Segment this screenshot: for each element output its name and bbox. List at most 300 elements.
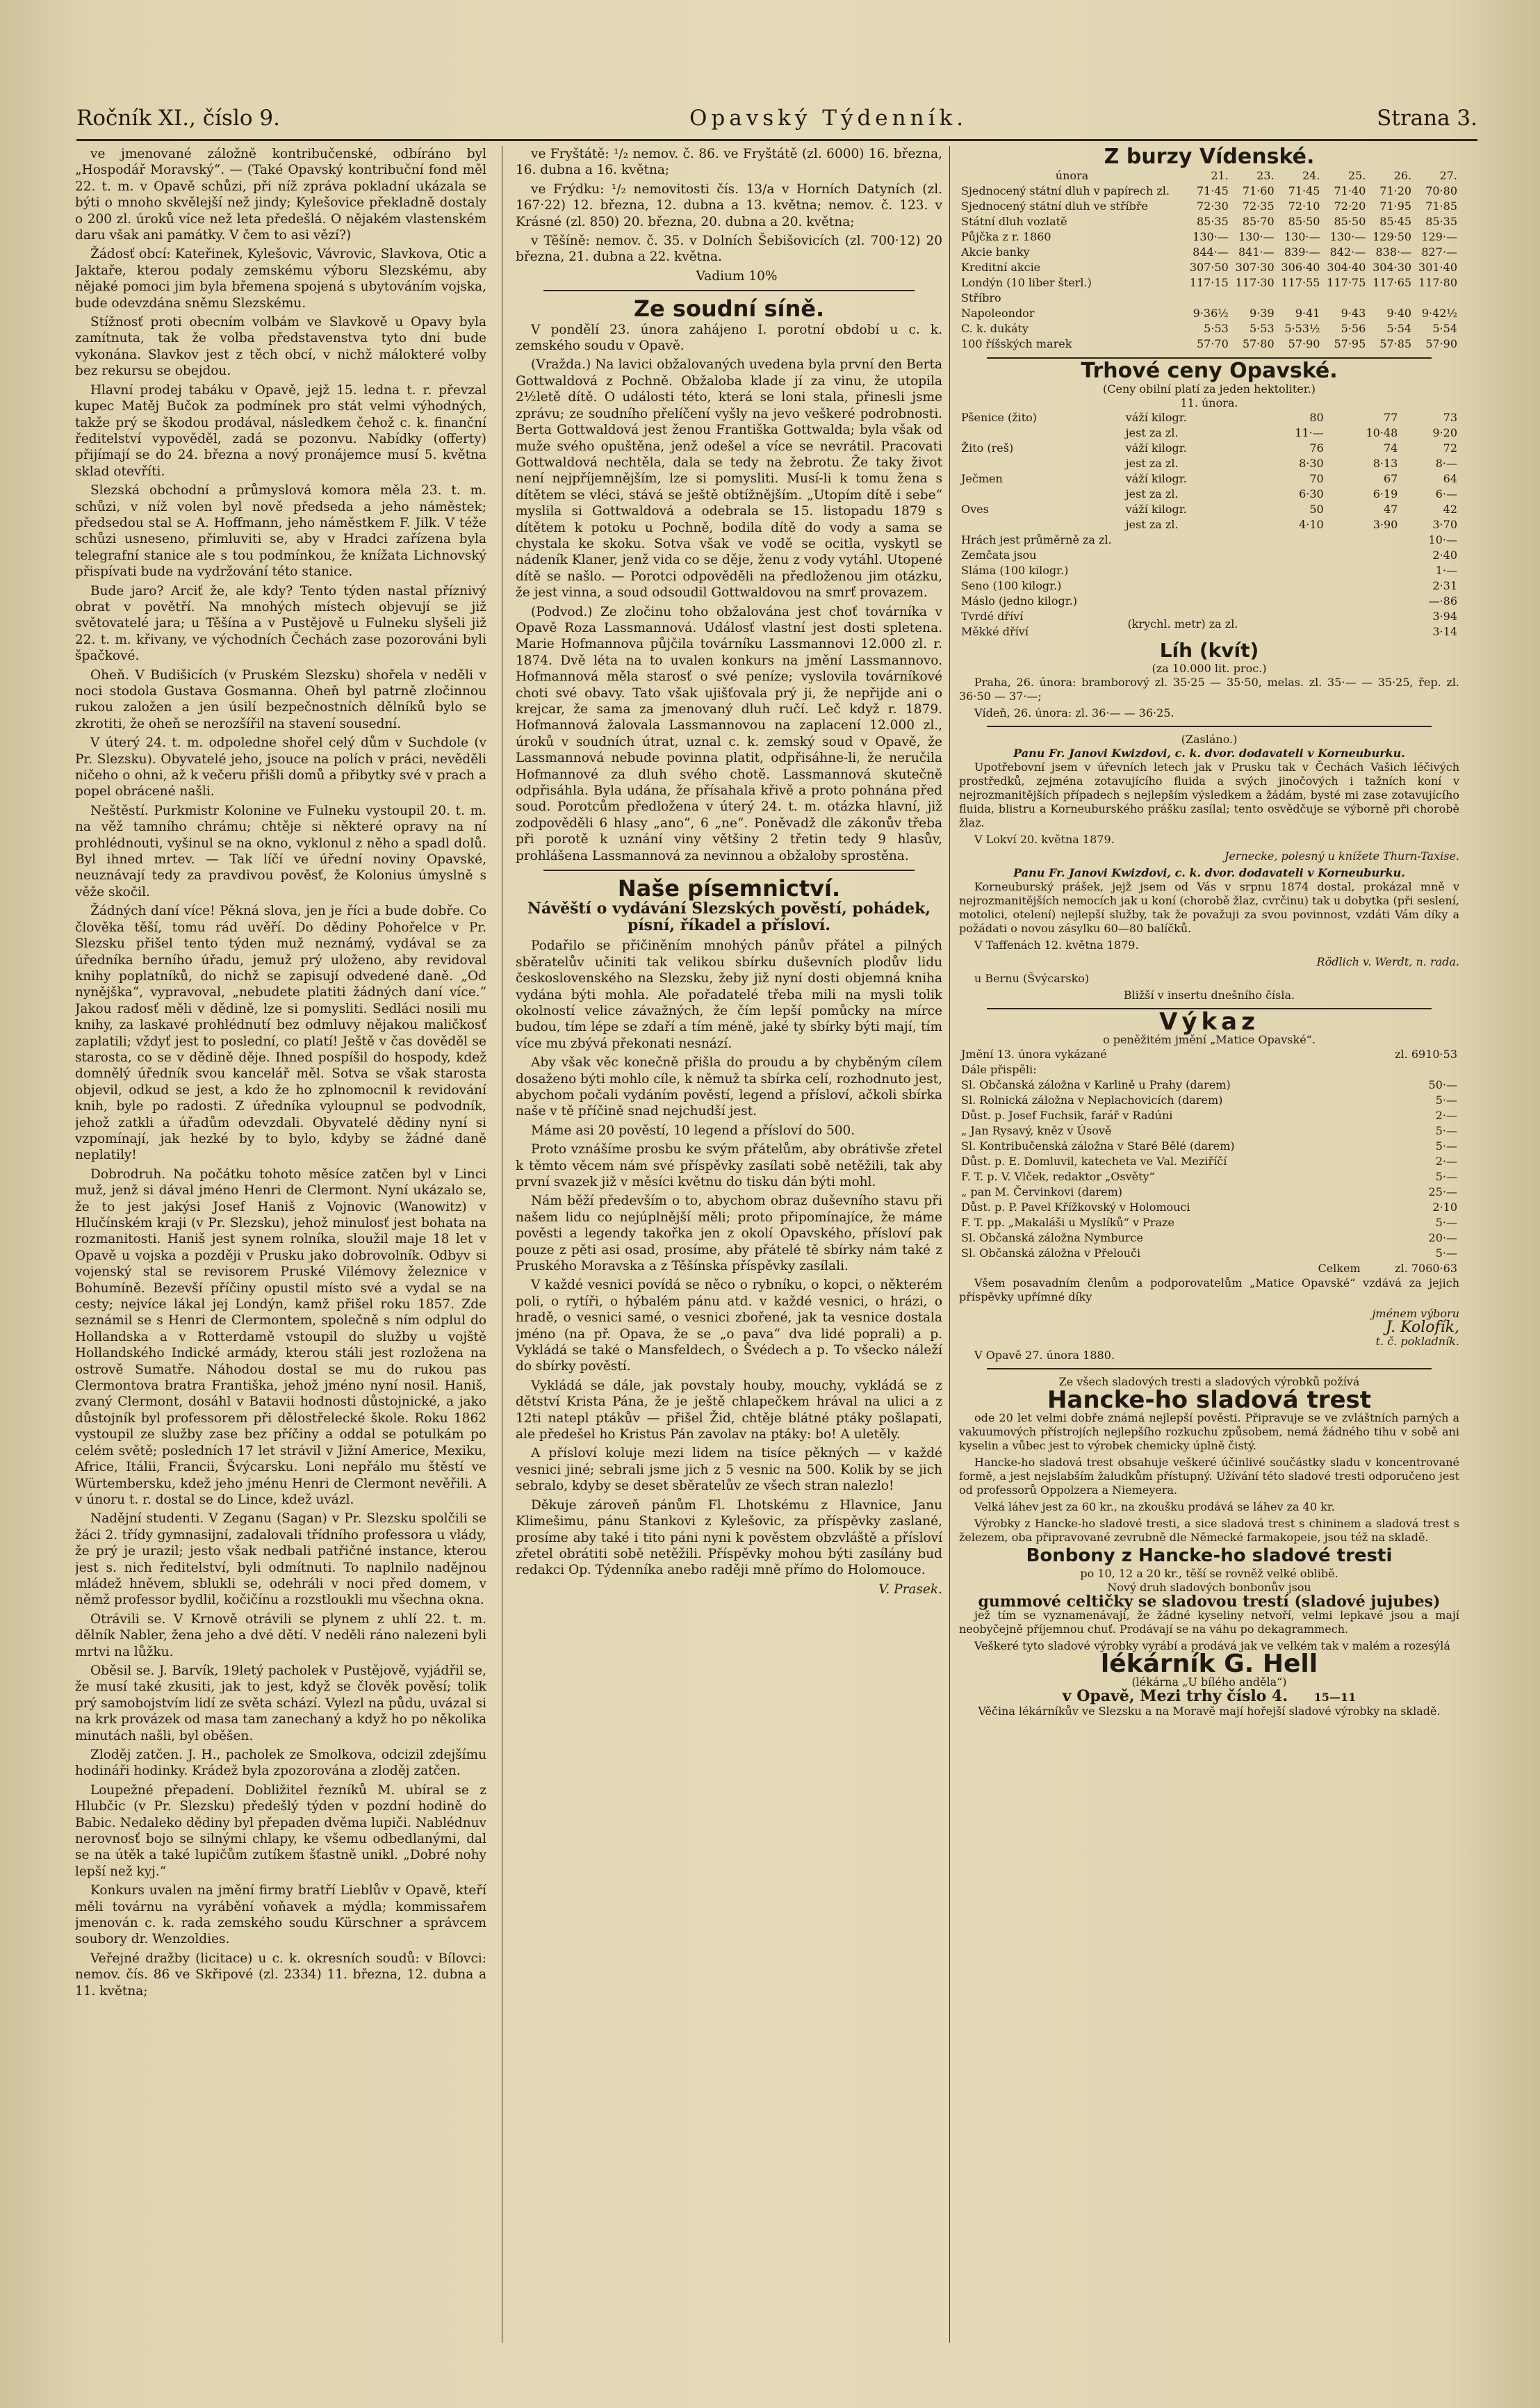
grain-price: 8·13: [1373, 457, 1398, 470]
wood-hard: Tvrdé dříví: [961, 610, 1024, 623]
bourse-value: 827·—: [1421, 245, 1457, 259]
contribution-amount: 50·—: [1428, 1078, 1457, 1091]
ad-text: Velká láhev jest za 60 kr., na zkoušku prodává se láhev za 40 kr.: [974, 1500, 1335, 1513]
bourse-value: 71·60: [1242, 184, 1275, 197]
bourse-rows: [959, 184, 1459, 352]
testimonial-place: u Bernu (Švýcarsko): [974, 972, 1090, 985]
contributor: Sl. Občanská záložna Nymburce: [961, 1231, 1143, 1244]
contribution-row: [959, 1200, 1459, 1215]
produce-price: 1·—: [1435, 564, 1457, 577]
contribution-amount: 5·—: [1435, 1216, 1457, 1229]
report-signer: jménem výboru: [1372, 1307, 1459, 1320]
contributor: „ Jan Rysavý, kněz v Úsově: [961, 1124, 1112, 1137]
bourse-row: [959, 336, 1459, 352]
grain-name: Pšenice (žito): [961, 411, 1038, 424]
bourse-row: [959, 245, 1459, 260]
produce-price: —·86: [1428, 594, 1457, 608]
bourse-value: 72·10: [1288, 200, 1320, 213]
news-item: ve jmenované záložně kontribučenské, odbíráno byl „Hospodář Moravský“. — (Také Opavský kontribuční fond měl 22. t. m. v Opavě schůzi, při níž zpráva pokladní ukázala se býti o mnoho skvělejší než jindy; Kylešovice překladně dostaly o 200 zl. úroků více než leta předešlá. O nějakém vlastenském daru však ani památky. V čem to asi vězí?): [75, 147, 486, 243]
bourse-table: [959, 168, 1459, 352]
auction-deposit: Vadium 10%: [696, 268, 778, 284]
literature-signature: V. Prasek.: [878, 1581, 942, 1597]
bourse-label: C. k. dukáty: [961, 322, 1029, 335]
contributor: F. T. p. V. Vlček, redaktor „Osvěty“: [961, 1170, 1155, 1183]
weight-label: váží kilogr.: [1125, 441, 1187, 455]
ad-text: Hancke-ho sladová trest obsahuje veškeré účinlivé součástky sladu v koncentrované formě, a jest nejslabším žaludkům přístupný. Užívání této sladové tresti odporučeno jest od professorů Oppolzera a Niemeyera.: [959, 1456, 1459, 1497]
grain-price: 8·—: [1435, 457, 1457, 470]
grain-price: 9·20: [1432, 426, 1457, 439]
grain-price-row: [959, 425, 1459, 441]
contributor: F. T. pp. „Makaláši u Myslíků“ v Praze: [961, 1216, 1174, 1229]
contribution-row: [959, 1077, 1459, 1093]
column-court-literature: [516, 146, 942, 2343]
produce-row: [959, 594, 1459, 609]
bourse-value: 57·85: [1379, 337, 1412, 350]
contribution-amount: 5·—: [1435, 1139, 1457, 1153]
literature-paragraph: Proto vznášíme prosbu ke svým přátelům, aby obrátivše zřetel k těmto věcem nám své příspěvky zasílati sobě netěžili, tak aby první svazek již v měsíci květnu do tisku dán býti mohl.: [516, 1142, 942, 1189]
bourse-value: 130·—: [1329, 230, 1366, 243]
bourse-value: 301·40: [1418, 261, 1457, 274]
grain-price-row: [959, 517, 1459, 532]
price-label: jest za zl.: [1125, 518, 1179, 531]
bourse-value: 5·53: [1250, 322, 1275, 335]
ad-code: 15—11: [1313, 1691, 1357, 1704]
literature-paragraph: Aby však věc konečně přišla do proudu a by chyběným cílem dosaženo býti mohlo cíle, k němuž ta sbírka celí, rozhodnuto jest, abychom počali vydáním pověstí, legend a přísloví, ačkoli sbírka naše v tě příčině snad nejchudší jest.: [516, 1055, 942, 1119]
news-item: Zloděj zatčen. J. H., pacholek ze Smolkova, odcizil zdejšímu hodináři hodinky. Krádež byla zpozorována a zloděj zatčen.: [75, 1748, 486, 1779]
column-market-ads: [959, 146, 1459, 2343]
literature-subheading: Návěští o vydávání Slezských pověstí, pohádek, písní, říkadel a přísloví.: [527, 900, 931, 934]
bourse-value: [1414, 291, 1459, 306]
bourse-value: 117·15: [1189, 276, 1229, 289]
grain-price: 6·19: [1373, 487, 1398, 501]
bourse-value: [1368, 291, 1414, 306]
grain-price: 3·70: [1432, 518, 1457, 531]
contribution-amount: 2·—: [1435, 1109, 1457, 1122]
pharmacy-name: (lékárna „U bílého anděla“): [1131, 1675, 1287, 1689]
bourse-label: Stříbro: [961, 291, 1001, 304]
bourse-value: 117·55: [1281, 276, 1320, 289]
pharmacy-address: [959, 1689, 1459, 1705]
bourse-day: 24.: [1302, 169, 1320, 182]
column-divider: [949, 146, 950, 2343]
bourse-value: 85·35: [1425, 215, 1457, 228]
ad-new: Nový druh sladových bonbonův jsou: [1107, 1581, 1311, 1594]
section-rule: [543, 290, 915, 291]
testimonial-date: V Lokví 20. května 1879.: [974, 833, 1115, 846]
price-label: jest za zl.: [1125, 457, 1179, 470]
contributor: Sl. Kontribučenská záložna v Staré Bělé (darem): [961, 1139, 1235, 1153]
contribution-amount: 25·—: [1428, 1185, 1457, 1198]
bourse-value: 307·50: [1189, 261, 1229, 274]
bourse-row: [959, 214, 1459, 229]
grain-price: 6·30: [1299, 487, 1324, 501]
grain-name: Oves: [961, 503, 989, 516]
wood-table: [959, 609, 1459, 640]
report-table: [959, 1047, 1459, 1276]
bourse-value: 72·20: [1334, 200, 1366, 213]
news-item: V úterý 24. t. m. odpoledne shořel celý dům v Suchdole (v Pr. Slezsku). Obyvatelé jeho, jsouce na polích v práci, nevěděli ničeho o ohni, až k večeru přišli domů a přibytky své v prach a popel obrácené našli.: [75, 735, 486, 799]
bourse-value: 72·35: [1242, 200, 1275, 213]
ad-gum-title: gummové celtičky se sladovou trestí (sladové jujubes): [978, 1593, 1441, 1611]
bourse-value: 9·40: [1386, 307, 1412, 320]
ad-text: Veškeré tyto sladové výrobky vyrábí a prodává jak ve velkém tak v malém a rozesýlá: [974, 1639, 1450, 1652]
weight-label: váží kilogr.: [1125, 411, 1187, 424]
bourse-header-row: [959, 168, 1459, 184]
bourse-value: [1185, 291, 1231, 306]
bourse-value: 85·70: [1242, 215, 1275, 228]
produce-row: [959, 532, 1459, 548]
column-local-news: [75, 146, 486, 2357]
spirit-line: Vídeň, 26. února: zl. 36·— — 36·25.: [974, 706, 1174, 719]
report-more: Dále přispěli:: [961, 1063, 1037, 1076]
bourse-label: Sjednocený státní dluh v papírech zl.: [961, 184, 1170, 197]
news-item: Loupežné přepadení. Dobližitel řezníků M. ubíral se z Hlubčic (v Pr. Slezsku) předešlý týden v pozdní hodině do Babic. Nedaleko dědiny byl přepaden dvěma lupiči. Nablédnuv nerovnosť bojo se silnými chlapy, ke všemu odbedlanými, dal se na útěk a také lupičům zutíkem šťastně unikl. „Dobré nohy lepší než kyj.“: [75, 1782, 486, 1879]
literature-paragraph: A přísloví koluje mezi lidem na tisíce pěkných — v každé vesnici jiné; sebrali jsme jich z 5 vesnic na 500. Kolik by se jich sebralo, kdyby se deset sběratelův ze všech stran nalezlo!: [516, 1446, 942, 1494]
bourse-label: Kreditní akcie: [961, 261, 1041, 274]
literature-paragraph: Máme asi 20 pověstí, 10 legend a přísloví do 500.: [531, 1123, 855, 1138]
grain-weight: 77: [1383, 411, 1398, 424]
bourse-label: Napoleondor: [961, 307, 1035, 320]
court-paragraph: (Vražda.) Na lavici obžalovaných uvedena byla první den Berta Gottwaldová z Pochně. Obžaloba klade jí za vinu, že utopila 2½letě dítě. O události této, která se loni stala, přinesli jsme zprávu; ze soudního přelíčení vyšly na jevo veškeré podrobnosti. Berta Gottwaldová jest ženou Františka Gottwalda; byla však od muže svého opuštěna, jenž odešel a více se nevrátil. Pracovati Gottwaldová nechtěla, dala se tedy na žebrotu. Že taky život není nejpříjemnějším, lze si pomysliti. Musí-li k tomu žena s dítětem se vléci, stává se ještě obtížnějším. „Utopím dítě i sebe“ myslila si Gottwaldová a odebrala se 15. listopadu 1879 s dítětem k potoku u Pochně, bodila dítě do vody a sama se chystala ke skoku. Sotva však ve vodě se ocitla, vyskytl se nádeník Klaner, jenž vida co se děje, ženu z vody vytáhl. Utopené dítě se našlo. — Porotci odpověděli na předloženou jim otázku, že jest vinna, a soud odsoudil Gottwaldovou na smrť provazem.: [516, 357, 942, 601]
bourse-value: 9·41: [1295, 307, 1320, 320]
spirit-line: Praha, 26. února: bramborový zl. 35·25 — 35·50, melas. zl. 35·— — 35·25, řep. zl. 36·50 — 37·—;: [959, 676, 1459, 703]
contribution-amount: 5·—: [1435, 1093, 1457, 1107]
produce-label: Hrách jest průměrně za zl.: [961, 533, 1112, 546]
news-item: Žádných daní více! Pěkná slova, jen je říci a bude dobře. Co člověka těší, tomu rád uvěří. Do dědiny Pohořelce v Pr. Slezsku přišel tento týden muž neznámý, vydával se za úředníka berního úřadu, jemuž prý uloženo, aby revidoval knihy poplatníků, do nichž se zapisují odvedené daně. „Od nynějška“, vypravoval, „nebudete platiti žádných daní více.“ Jakou radosť měli v dědině, lze si pomysliti. Sedláci nosili mu knihy, za laskavé prohlédnutí bez odmluvy nějakou maličkosť zaplatili; vždyť jest to poslední, co platí! Ještě v čas dověděl se starosta, co se v dědině děje. Ihned pospíšil do hospody, kdež domnělý úředník svou kancelář měl. Sotva se však starosta objevil, odkud se jest, a kdo že ho zplnomocnil k revidování knih, byle po radosti. Z úředníka vyloupnul se podvodník, jehož zatkli a úřadům odevzdali. Obyvatelé dědiny nyní si vzpomínají, jak hezké by to bylo, kdyby se žádné daně neplatily!: [75, 904, 486, 1163]
bourse-value: 71·85: [1425, 200, 1457, 213]
bourse-day: 26.: [1393, 169, 1412, 182]
wood-price: 3·14: [1432, 625, 1457, 638]
bourse-value: 5·54: [1386, 322, 1412, 335]
testimonial-signature: Rödlich v. Werdt, n. rada.: [1316, 955, 1459, 968]
literature-paragraph: Podařilo se přičiněním mnohých pánův přátel a pilných sběratelův učiniti tak velikou sbírku duševních plodův lidu československého na Slezsku, žeby již nyní dosti objemná kniha vydána býti mohla. Ale pořadatelé třeba mili na mysli tolik okolností velice závažných, že čím lepší pomůcky na mírce budou, tím lépe se zdaří a tím méně, jaké ty sbírky býti mají, tím více mu zbývá překonati nesnází.: [516, 938, 942, 1051]
court-paragraph: V pondělí 23. února zahájeno I. porotní období u c. k. zemského soudu v Opavě.: [516, 322, 942, 354]
bourse-label: Půjčka z r. 1860: [961, 230, 1051, 243]
grain-price: 8·30: [1299, 457, 1324, 470]
bourse-value: 842·—: [1329, 245, 1366, 259]
testimonial-text: Korneuburský prášek, jejž jsem od Vás v srpnu 1874 dostal, prokázal mně v nejrozmanitějších nemocích jak u koní (chorobě žlaz, cvrčinu) tak u dobytka (při seslení, motolici, otelení) nejlepší služby, tak že považuji za svou povinnost, vzdáti Vám díky a požádati o novou zásylku 60—80 balíčků.: [959, 880, 1459, 935]
bourse-value: 117·65: [1373, 276, 1412, 289]
testimonial-text: Upotřebovní jsem v úřevních letech jak v Prusku tak v Čechách Vašich léčivých prostředků, zejména zotavujícího fluida a svých jinočových i tažních koní v nejrozmanitějších případech s nejlepším výsledkem a žádám, bysté mi zase zotavujícího fluida, blistru a Korneuburského prášku zasílal; tento osvědčuje se výborně při chorobě žlaz.: [959, 760, 1459, 829]
bourse-day: 23.: [1256, 169, 1275, 182]
bourse-value: 117·75: [1327, 276, 1366, 289]
testimonial-signature: Jernecke, polesný u knížete Thurn-Taxise.: [1224, 849, 1459, 863]
contribution-row: [959, 1108, 1459, 1123]
price-label: jest za zl.: [1125, 487, 1179, 501]
bourse-value: 71·40: [1334, 184, 1366, 197]
bourse-value: 5·53: [1204, 322, 1229, 335]
report-thanks: Všem posavadním členům a podporovatelům „Matice Opavské“ vzdává za jejich příspěvky upřímné díky: [959, 1276, 1459, 1303]
court-paragraph: (Podvod.) Ze zločinu toho obžalována jest choť továrníka v Opavě Roza Lassmannová. Událosť vlastní jest dosti spletena. Marie Hofmannova půjčila továrníku Lassmannovi 12.000 zl. r. 1874. Dvě léta na to uvalen konkurs na jmění Lassmannovo. Hofmannová měla starosť o své peníze; vyslovila továrníkové choti své obavy. Tato však ujišťovala prý ji, že nepřijde ani o krejcar, že sama za jmenovaný dluh ručí. Leč když r. 1879. Hofmannová žalovala Lassmannovou na zaplacení 12.000 zl., úroků v soudních útrat, uznal c. k. zemský soud v Opavě, že Lassmannová nebude povinna platit, odpřisáhne-li, že neručila Hofmannové za dluh svého chotě. Lassmannová skutečně odpřisáhla. Byla udána, že přísahala křivě a proto pohnána před soud. Porotcům předložena v úterý 24. t. m. otázka hlavní, již zodpověděli 6 hlasy „ano“, 6 „ne“. Poněvadž dle zákonův třeba při porotě k uznání viny většiny 2 třetin tedy 9 hlasův, prohlášena Lassmannová za nevinnou a obžaloby sprostěna.: [516, 604, 942, 863]
bourse-value: 130·—: [1284, 230, 1320, 243]
contributor: Důst. p. Josef Fuchsik, farář v Radúni: [961, 1109, 1173, 1122]
grain-spacer: [959, 425, 1124, 441]
news-item: Stížnosť proti obecním volbám ve Slavkově u Opavy byla zamítnuta, tak že volba představenstva tyto dni bude vykonána. Slavkov jest z těch obcí, v nichž málokteré volby bez rekursu se obejdou.: [75, 315, 486, 379]
grain-name: Ječmen: [961, 472, 1003, 485]
grain-price: 10·48: [1366, 426, 1398, 439]
bourse-value: 85·35: [1196, 215, 1229, 228]
contributor: Sl. Rolnická záložna v Neplachovicích (darem): [961, 1093, 1223, 1107]
contribution-row: [959, 1139, 1459, 1154]
news-item: Žádosť obcí: Kateřinek, Kylešovic, Vávrovic, Slavkova, Otic a Jaktaře, kterou podaly zemskému výboru Slezskému, aby nějaké pomoci jim byla břemena spojená s ubytováním vojska, bude odevzdána sněmu Slezskému.: [75, 247, 486, 311]
bourse-label: Státní dluh vozlatě: [961, 215, 1067, 228]
bourse-value: 9·42½: [1421, 307, 1457, 320]
produce-row: [959, 563, 1459, 578]
wood-unit: (krychl. metr) za zl.: [1127, 617, 1238, 631]
bourse-row: [959, 275, 1459, 291]
contribution-amount: 5·—: [1435, 1246, 1457, 1260]
bourse-value: 9·39: [1250, 307, 1275, 320]
bourse-value: [1277, 291, 1322, 306]
grain-weight: 73: [1443, 411, 1457, 424]
contributor: „ pan M. Červinkovi (darem): [961, 1185, 1123, 1198]
spirit-heading: Líh (kvít): [1159, 639, 1259, 662]
bourse-value: 71·45: [1288, 184, 1320, 197]
report-date: V Opavě 27. února 1880.: [974, 1349, 1115, 1362]
news-item: Bude jaro? Arciť že, ale kdy? Tento týden nastal příznivý obrat v povětří. Na mnohých místech objevují se již světovatelé jara; u Těšína a v Pustějově u Fulneku slyšeli již 22. t. m. křivany, ve východních Čechách zase pozorováni byli špačkové.: [75, 583, 486, 664]
news-item: Nadějní studenti. V Zeganu (Sagan) v Pr. Slezsku spolčili se žáci 2. třídy gymnasijní, zadalovali třídního professora u vlády, že prý je urazil; jesto však nedbali patřičné instance, kterou jest s. nich ředitelství, byli odmítnuti. To naplnilo nadějnou mládež hněvem, sblukli se, odehráli v noci před domem, v němž professor bydlil, kočičínu a rozstloukli mu všechna okna.: [75, 1511, 486, 1608]
bourse-row: [959, 199, 1459, 214]
literature-paragraph: V každé vesnici povídá se něco o rybníku, o kopci, o některém poli, o rytíři, o hýbalém pánu atd. v každé vesnici, o hrázi, o hradě, o vesnici samé, o vesnici zbořené, jak ta vesnice dostala jméno (na př. Opava, že se „o pava“ dva lidé poprali) a p. Vykládá se také o Mansfeldech, o Švédech a p. To všecko náleží do sbírky pověstí.: [516, 1278, 942, 1374]
bourse-value: 57·70: [1196, 337, 1229, 350]
report-signer-name: J. Kolofík,: [1386, 1319, 1459, 1336]
report-total-label: Celkem: [1318, 1262, 1361, 1275]
grain-weight: 50: [1309, 503, 1324, 516]
bourse-label: Akcie banky: [961, 245, 1030, 259]
report-heading: Výkaz: [1159, 1008, 1259, 1036]
bourse-row: [959, 184, 1459, 199]
bourse-value: 9·36½: [1193, 307, 1229, 320]
grain-weight: 70: [1309, 472, 1324, 485]
bourse-label: Londýn (10 liber šterl.): [961, 276, 1092, 289]
bourse-value: 304·30: [1373, 261, 1412, 274]
bourse-value: 839·—: [1284, 245, 1320, 259]
bourse-value: 307·30: [1235, 261, 1275, 274]
contribution-row: [959, 1123, 1459, 1139]
news-item: Oheň. V Budišicích (v Pruském Slezsku) shořela v neděli v noci stodola Gustava Gosmanna. Oheň byl patrně zločinnou rukou založen a jen úsilí bezpečnostních dělníků bylo se zkrotiti, že oheň se nerozšířil na stavení sousední.: [75, 667, 486, 731]
contribution-amount: 2·10: [1432, 1201, 1457, 1214]
wood-soft: Měkké dříví: [961, 625, 1029, 638]
bourse-value: 130·—: [1193, 230, 1229, 243]
grain-price: 6·—: [1435, 487, 1457, 501]
bourse-value: 71·45: [1196, 184, 1229, 197]
bourse-value: 85·50: [1334, 215, 1366, 228]
contributor: Sl. Občanská záložna v Karlině u Prahy (darem): [961, 1078, 1231, 1091]
contribution-row: [959, 1246, 1459, 1261]
grain-weight: 42: [1443, 503, 1457, 516]
testimonial-date: V Taffenách 12. května 1879.: [974, 938, 1139, 952]
price-label: jest za zl.: [1125, 426, 1179, 439]
produce-label: Seno (100 kilogr.): [961, 579, 1062, 592]
grain-spacer: [959, 487, 1124, 502]
ad-bonbon-price: po 10, 12 a 20 kr., těší se rovněž velké oblibě.: [1080, 1567, 1338, 1580]
testimonial-note: Bližší v insertu dnešního čísla.: [1123, 989, 1295, 1002]
bourse-value: 70·80: [1425, 184, 1457, 197]
newspaper-title: Opavský Týdenník.: [689, 106, 968, 131]
grain-price-row: [959, 487, 1459, 502]
bourse-month: února: [1055, 169, 1089, 182]
bourse-row: [959, 229, 1459, 245]
contributor: Důst. p. P. Pavel Křížkovský v Holomouci: [961, 1201, 1190, 1214]
market-heading: Trhové ceny Opavské.: [1081, 359, 1338, 383]
ad-bonbon-title: Bonbony z Hancke-ho sladové tresti: [1026, 1545, 1393, 1566]
bourse-value: 72·30: [1196, 200, 1229, 213]
ad-text: ode 20 let velmi dobře známá nejlepší pověsti. Připravuje se ve zvláštních parných a vakuumových přístrojích nejlepšího rozkuchu způsobem, nemá žádného tihu v sobě ani kyselin a vůbec jest to výrobek chemicky úplně čistý.: [959, 1411, 1459, 1452]
bourse-row: [959, 321, 1459, 336]
contribution-row: [959, 1169, 1459, 1185]
literature-paragraph: Nám běží především o to, abychom obraz duševního stavu při našem lidu co nejúplnější měli; proto připomínajíce, že máme pověsti a legendy takořka jen z okolí Opavského, přísloví pak pouze z pěti asi osad, prosíme, aby přátelé tě sbírky nám také z Pruského Moravska a z Těšínska příspěvky zasílali.: [516, 1194, 942, 1274]
bourse-row: [959, 260, 1459, 275]
literature-paragraph: Vykládá se dále, jak povstaly houby, mouchy, vykládá se z dětství Krista Pána, že je ještě chlapečkem hrával na ulici a z 12ti natepl ptákův — přišel Žid, chtěje blátné ptáky pošlapati, ale předešel ho Kristus Pán zavolav na ptáky: bo! A uletěly.: [516, 1378, 942, 1442]
grain-weight: 76: [1309, 441, 1324, 455]
bourse-day: 21.: [1211, 169, 1229, 182]
news-item: Oběsil se. J. Barvík, 19letý pacholek v Pustějově, vyjádřil se, že musí také zkusiti, jak to jest, když se člověk pověsí; tolik prý samobojstvím lidí ze světa schází. Vylezl na půdu, uvázal si na krk provázek od masa tam zanechaný a když ho po několika minutách našli, byl oběšen.: [75, 1663, 486, 1743]
grain-price: 11·—: [1295, 426, 1324, 439]
contribution-row: [959, 1154, 1459, 1169]
produce-label: Máslo (jedno kilogr.): [961, 594, 1077, 608]
news-item: Hlavní prodej tabáku v Opavě, jejž 15. ledna t. r. převzal kupec Matěj Bučok za podmínek pro stát velmi výhodných, takže prý se škodou prodával, následkem čehož c. k. finanční ředitelství vypověděl, zadá se pozonvu. Nabídky (offerty) přijímají se do 24. března a nový pronájemce musí 5. května sklad otevříti.: [75, 382, 486, 479]
bourse-value: 57·95: [1334, 337, 1366, 350]
sent-label: (Zasláno.): [1181, 733, 1238, 746]
report-start-amount: zl. 6910·53: [1395, 1048, 1457, 1061]
grain-weight-row: [959, 471, 1459, 487]
court-heading: Ze soudní síně.: [633, 295, 825, 323]
bourse-value: 9·43: [1341, 307, 1366, 320]
bourse-value: 71·20: [1379, 184, 1412, 197]
ad-text: Výrobky z Hancke-ho sladové tresti, a sice sladová trest s chininem a sladová trest s železem, oba připravované zevrubně dle Německé farmakopeie, jsou též na skladě.: [959, 1517, 1459, 1544]
grain-price: 4·10: [1299, 518, 1324, 531]
bourse-row: [959, 291, 1459, 306]
bourse-label: Sjednocený státní dluh ve stříbře: [961, 200, 1148, 213]
grain-table: [959, 410, 1459, 532]
news-item: Slezská obchodní a průmyslová komora měla 23. t. m. schůzi, v níž volen byl nově předseda a jeho náměstek; předsedou stal se A. Hoffmann, jeho náměstkem F. Jilk. V téže schůzi usneseno, přimluviti se, aby v Hradci zařízena byla telegrafní stanice ale s tou podmínkou, že knížata Lichnovský přispívati bude na vydržování této stanice.: [75, 483, 486, 580]
produce-row: [959, 548, 1459, 563]
news-item: Konkurs uvalen na jmění firmy bratří Lieblův v Opavě, kteří měli továrnu na vyrábění voňavek a mýdla; kommissařem jmenován c. k. rada zemského soudu Kürschner a správcem soubory dr. Wenzoldies.: [75, 1883, 486, 1947]
bourse-value: 838·—: [1375, 245, 1412, 259]
bourse-value: 117·30: [1235, 276, 1275, 289]
news-item: Veřejné dražby (licitace) u c. k. okresních soudů: v Bílovci: nemov. čís. 86 ve Skřipové (zl. 2334) 11. března, 12. dubna a 11. května;: [75, 1951, 486, 1999]
page-header: [76, 97, 1477, 141]
contribution-row: [959, 1230, 1459, 1246]
report-start-label: Jmění 13. února vykázané: [961, 1048, 1107, 1061]
contribution-amount: 5·—: [1435, 1124, 1457, 1137]
grain-spacer: [959, 456, 1124, 471]
report-total-amount: zl. 7060·63: [1395, 1262, 1457, 1275]
weight-label: váží kilogr.: [1125, 503, 1187, 516]
bourse-row: [959, 306, 1459, 321]
report-subtitle: o peněžitém jmění „Matice Opavské“.: [1103, 1033, 1316, 1046]
grain-weight-row: [959, 441, 1459, 456]
grain-weight: 74: [1383, 441, 1398, 455]
grain-name: Žito (reš): [961, 441, 1014, 455]
grain-price: 3·90: [1373, 518, 1398, 531]
bourse-value: [1231, 291, 1277, 306]
report-signer-role: t. č. pokladník.: [1375, 1335, 1459, 1348]
bourse-heading: Z burzy Vídenské.: [1104, 146, 1315, 169]
contribution-amount: 5·—: [1435, 1170, 1457, 1183]
bourse-value: 71·95: [1379, 200, 1412, 213]
literature-paragraph: Děkuje zároveň pánům Fl. Lhotskému z Hlavnice, Janu Klimešimu, pánu Stankovi z Kylešovic, za příspěvky zaslané, prosíme aby také i tito páni nyni k pověstem obzvláště a přísloví zřetel obrátiti sobě netěžili. Příspěvky mohou býti zasílány bud redakci Op. Týdenníka anebo raději mně přímo do Holomouce.: [516, 1497, 942, 1578]
bourse-value: 5·54: [1432, 322, 1457, 335]
page-number: Strana 3.: [1377, 106, 1477, 131]
contribution-row: [959, 1185, 1459, 1200]
contributor: Důst. p. E. Domluvil, katecheta ve Val. Meziříčí: [961, 1155, 1227, 1168]
grain-weight: 64: [1443, 472, 1457, 485]
contributor: Sl. Občanská záložna v Přelouči: [961, 1246, 1141, 1260]
bourse-value: 57·90: [1425, 337, 1457, 350]
bourse-value: 57·90: [1288, 337, 1320, 350]
contribution-amount: 2·—: [1435, 1155, 1457, 1168]
bourse-day: 25.: [1348, 169, 1366, 182]
testimonial-addressee: Panu Fr. Janovi Kwizdovi, c. k. dvor. dodavateli v Korneuburku.: [1013, 866, 1405, 879]
bourse-day: 27.: [1439, 169, 1457, 182]
ad-text: jež tím se vyznamenávají, že žádné kyseliny netvoří, velmi lepkavé jsou a mají neobyčejně příjemnou chuť. Prodávají se na váhu po dekagrammech.: [959, 1609, 1459, 1636]
auction-item: v Těšíně: nemov. č. 35. v Dolních Šebišovicích (zl. 700·12) 20 března, 21. dubna a 22. května.: [516, 234, 942, 265]
news-item: Otrávili se. V Krnově otrávili se plynem z uhlí 22. t. m. dělník Nabler, žena jeho a dvé dětí. V neděli ráno nalezeni byli mrtvi na lůžku.: [75, 1611, 486, 1659]
bourse-value: 5·56: [1341, 322, 1366, 335]
bourse-label: 100 říšských marek: [961, 337, 1072, 350]
bourse-value: 306·40: [1281, 261, 1320, 274]
grain-weight: 67: [1383, 472, 1398, 485]
contribution-row: [959, 1093, 1459, 1108]
spirit-subtitle: (za 10.000 lit. proc.): [1152, 662, 1267, 675]
issue-number: Ročník XI., číslo 9.: [76, 106, 280, 131]
bourse-value: 5·53½: [1284, 322, 1320, 335]
address-text: v Opavě, Mezi trhy číslo 4.: [1062, 1687, 1288, 1705]
produce-price: 10·—: [1428, 533, 1457, 546]
section-rule: [543, 870, 915, 871]
produce-row: [959, 578, 1459, 594]
grain-weight-row: [959, 410, 1459, 425]
testimonial-addressee: Panu Fr. Janovi Kwizdovi, c. k. dvor. dodavateli v Korneuburku.: [1013, 747, 1405, 760]
bourse-value: [1322, 291, 1368, 306]
grain-price-row: [959, 456, 1459, 471]
market-date: 11. února.: [1180, 396, 1238, 409]
bourse-value: 57·80: [1242, 337, 1275, 350]
ad-intro: Ze všech sladových tresti a sladových výrobků požívá: [1058, 1375, 1360, 1388]
grain-weight-row: [959, 502, 1459, 517]
bourse-value: 85·50: [1288, 215, 1320, 228]
grain-spacer: [959, 517, 1124, 532]
grain-weight: 47: [1383, 503, 1398, 516]
ad-footer: Věčina lékárníkův ve Slezsku a na Moravě mají hořejší sladové výrobky na skladě.: [978, 1705, 1441, 1718]
ad-product-title: Hancke-ho sladová trest: [1047, 1386, 1372, 1414]
bourse-value: 844·—: [1193, 245, 1229, 259]
produce-price: 2·31: [1432, 579, 1457, 592]
produce-price: 2·40: [1432, 548, 1457, 562]
weight-label: váží kilogr.: [1125, 472, 1187, 485]
contribution-amount: 20·—: [1428, 1231, 1457, 1244]
section-rule: [987, 726, 1432, 727]
grain-weight: 80: [1309, 411, 1324, 424]
bourse-value: 129·—: [1421, 230, 1457, 243]
bourse-value: 304·40: [1327, 261, 1366, 274]
auction-item: ve Fryštátě: ¹/₂ nemov. č. 86. ve Fryštátě (zl. 6000) 16. března, 16. dubna a 16. května;: [516, 147, 942, 178]
market-subtitle: (Ceny obilní platí za jeden hektoliter.): [1103, 382, 1316, 396]
contribution-row: [959, 1215, 1459, 1230]
grain-weight: 72: [1443, 441, 1457, 455]
produce-label: Zemčata jsou: [961, 548, 1037, 562]
bourse-value: 129·50: [1373, 230, 1412, 243]
pharmacist-name: lékárník G. Hell: [1100, 1650, 1318, 1678]
bourse-value: 130·—: [1238, 230, 1275, 243]
section-rule: [987, 1368, 1432, 1369]
literature-heading: Naše písemnictví.: [617, 875, 841, 902]
news-item: Neštěstí. Purkmistr Kolonine ve Fulneku vystoupil 20. t. m. na věž tamního chrámu; chtěje si některé opravy na ní prohlédnouti, vyšinul se na okno, vyklonul z něho a spadl dolů. Byl ihned mrtev. — Tak líčí ve úřední noviny Opavské, neuznávají tedy za pravdivou pověsť, že Kolonius úmyslně s věže skočil.: [75, 803, 486, 900]
bourse-value: 841·—: [1238, 245, 1275, 259]
produce-table: [959, 532, 1459, 609]
produce-label: Sláma (100 kilogr.): [961, 564, 1069, 577]
